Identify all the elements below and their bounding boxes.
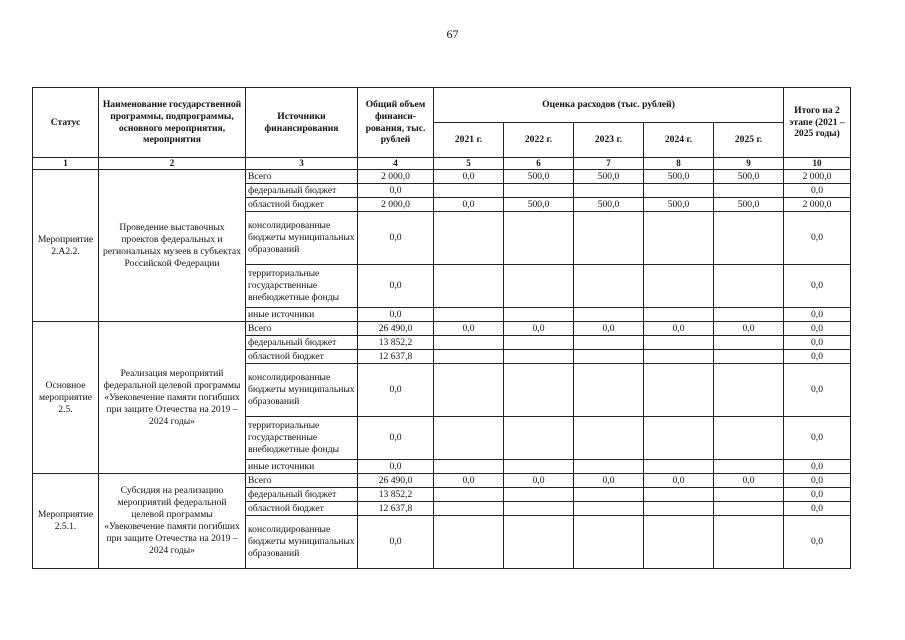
stage-total-cell: 0,0 [784, 364, 851, 417]
year-value-cell [714, 265, 784, 308]
stage-total-cell: 0,0 [784, 350, 851, 364]
year-value-cell: 0,0 [644, 474, 714, 488]
stage-total-cell: 0,0 [784, 308, 851, 322]
year-value-cell: 0,0 [504, 474, 574, 488]
year-value-cell: 500,0 [644, 170, 714, 184]
year-value-cell: 0,0 [434, 170, 504, 184]
page-number: 67 [446, 27, 459, 41]
year-value-cell: 500,0 [574, 170, 644, 184]
year-value-cell [644, 516, 714, 569]
funding-source-cell: консолидированные бюджеты муниципальных образований [246, 364, 358, 417]
stage-total-cell: 2 000,0 [784, 170, 851, 184]
year-value-cell [574, 265, 644, 308]
year-value-cell [504, 212, 574, 265]
year-value-cell [574, 460, 644, 474]
stage-total-cell: 0,0 [784, 502, 851, 516]
budget-table [32, 87, 851, 569]
year-value-cell [504, 488, 574, 502]
total-funding-cell: 0,0 [358, 265, 434, 308]
year-value-cell: 500,0 [644, 198, 714, 212]
header-estimate: Оценка расходов (тыс. рублей) [434, 88, 784, 123]
stage-total-cell: 0,0 [784, 474, 851, 488]
header-total: Общий объем финанси-рования, тыс. рублей [358, 88, 434, 158]
funding-source-cell: областной бюджет [246, 502, 358, 516]
year-value-cell [714, 350, 784, 364]
year-value-cell: 500,0 [714, 198, 784, 212]
year-value-cell [644, 336, 714, 350]
year-value-cell [714, 184, 784, 198]
table-row [33, 474, 851, 488]
column-number: 5 [434, 158, 504, 170]
funding-source-cell: консолидированные бюджеты муниципальных образований [246, 516, 358, 569]
funding-source-cell: территориальные государственные внебюджетные фонды [246, 417, 358, 460]
year-value-cell [574, 364, 644, 417]
year-value-cell: 0,0 [434, 322, 504, 336]
funding-source-cell: иные источники [246, 308, 358, 322]
funding-source-cell: иные источники [246, 460, 358, 474]
funding-source-cell: федеральный бюджет [246, 336, 358, 350]
funding-source-cell: территориальные государственные внебюджетные фонды [246, 265, 358, 308]
year-value-cell [504, 516, 574, 569]
year-value-cell [434, 364, 504, 417]
year-value-cell [434, 308, 504, 322]
year-value-cell [714, 488, 784, 502]
year-value-cell [714, 417, 784, 460]
year-value-cell: 0,0 [644, 322, 714, 336]
year-value-cell: 0,0 [504, 322, 574, 336]
year-value-cell [714, 336, 784, 350]
total-funding-cell: 0,0 [358, 212, 434, 265]
year-value-cell [714, 308, 784, 322]
header-stage-total: Итого на 2 этапе (2021 – 2025 годы) [784, 88, 851, 158]
year-value-cell [644, 212, 714, 265]
year-value-cell [574, 350, 644, 364]
stage-total-cell: 0,0 [784, 184, 851, 198]
stage-total-cell: 0,0 [784, 265, 851, 308]
column-number: 1 [33, 158, 99, 170]
header-year: 2024 г. [644, 123, 714, 158]
year-value-cell [434, 336, 504, 350]
funding-source-cell: Всего [246, 170, 358, 184]
column-number: 10 [784, 158, 851, 170]
year-value-cell: 0,0 [714, 474, 784, 488]
year-value-cell: 0,0 [434, 198, 504, 212]
year-value-cell [714, 502, 784, 516]
total-funding-cell: 12 637,8 [358, 502, 434, 516]
year-value-cell [504, 184, 574, 198]
table-body [33, 170, 851, 569]
total-funding-cell: 2 000,0 [358, 198, 434, 212]
year-value-cell: 500,0 [714, 170, 784, 184]
year-value-cell: 500,0 [574, 198, 644, 212]
year-value-cell [434, 460, 504, 474]
year-value-cell [714, 364, 784, 417]
year-value-cell [644, 488, 714, 502]
year-value-cell [714, 460, 784, 474]
year-value-cell [504, 308, 574, 322]
year-value-cell [644, 350, 714, 364]
total-funding-cell: 13 852,2 [358, 488, 434, 502]
column-number: 9 [714, 158, 784, 170]
header-year: 2023 г. [574, 123, 644, 158]
year-value-cell [714, 212, 784, 265]
year-value-cell: 0,0 [714, 322, 784, 336]
column-number: 2 [99, 158, 246, 170]
year-value-cell: 500,0 [504, 170, 574, 184]
year-value-cell: 0,0 [434, 474, 504, 488]
table-row [33, 322, 851, 336]
year-value-cell [644, 308, 714, 322]
total-funding-cell: 26 490,0 [358, 322, 434, 336]
stage-total-cell: 0,0 [784, 322, 851, 336]
status-cell: Основное мероприятие 2.5. [33, 322, 99, 474]
status-cell: Мероприятие 2.А2.2. [33, 170, 99, 322]
stage-total-cell: 0,0 [784, 417, 851, 460]
total-funding-cell: 0,0 [358, 364, 434, 417]
year-value-cell [504, 350, 574, 364]
year-value-cell [574, 502, 644, 516]
year-value-cell [434, 212, 504, 265]
total-funding-cell: 0,0 [358, 460, 434, 474]
header-year: 2021 г. [434, 123, 504, 158]
year-value-cell [644, 265, 714, 308]
year-value-cell [574, 336, 644, 350]
year-value-cell: 0,0 [574, 322, 644, 336]
year-value-cell [434, 184, 504, 198]
column-numbers-row [33, 158, 851, 170]
total-funding-cell: 0,0 [358, 417, 434, 460]
year-value-cell [434, 502, 504, 516]
total-funding-cell: 0,0 [358, 308, 434, 322]
total-funding-cell: 12 637,8 [358, 350, 434, 364]
header-year: 2025 г. [714, 123, 784, 158]
year-value-cell [574, 212, 644, 265]
status-cell: Мероприятие 2.5.1. [33, 474, 99, 569]
year-value-cell [644, 364, 714, 417]
stage-total-cell: 0,0 [784, 460, 851, 474]
measure-name-cell: Субсидия на реализацию мероприятий федеральной целевой программы «Увековечение памяти погибших при защите Отечества на 2019 – 2024 годы» [99, 474, 246, 569]
year-value-cell: 0,0 [574, 474, 644, 488]
header-name: Наименование государственной программы, подпрограммы, основного мероприятия, мероприятия [99, 88, 246, 158]
year-value-cell [644, 460, 714, 474]
year-value-cell [434, 488, 504, 502]
funding-source-cell: консолидированные бюджеты муниципальных образований [246, 212, 358, 265]
total-funding-cell: 0,0 [358, 184, 434, 198]
year-value-cell [574, 417, 644, 460]
measure-name-cell: Проведение выставочных проектов федеральных и региональных музеев в субъектах Российской Федерации [99, 170, 246, 322]
stage-total-cell: 0,0 [784, 516, 851, 569]
year-value-cell [574, 184, 644, 198]
column-number: 8 [644, 158, 714, 170]
total-funding-cell: 13 852,2 [358, 336, 434, 350]
year-value-cell [714, 516, 784, 569]
year-value-cell [504, 460, 574, 474]
year-value-cell [574, 516, 644, 569]
year-value-cell [434, 350, 504, 364]
funding-source-cell: Всего [246, 322, 358, 336]
year-value-cell [644, 417, 714, 460]
year-value-cell [434, 417, 504, 460]
year-value-cell [504, 265, 574, 308]
year-value-cell [644, 502, 714, 516]
measure-name-cell: Реализация мероприятий федеральной целевой программы «Увековечение памяти погибших при защите Отечества на 2019 – 2024 годы» [99, 322, 246, 474]
year-value-cell [434, 516, 504, 569]
total-funding-cell: 2 000,0 [358, 170, 434, 184]
funding-source-cell: областной бюджет [246, 198, 358, 212]
column-number: 3 [246, 158, 358, 170]
year-value-cell [574, 488, 644, 502]
year-value-cell [504, 502, 574, 516]
header-sources: Источники финансирования [246, 88, 358, 158]
column-number: 6 [504, 158, 574, 170]
year-value-cell [504, 336, 574, 350]
year-value-cell [574, 308, 644, 322]
funding-source-cell: федеральный бюджет [246, 184, 358, 198]
funding-source-cell: федеральный бюджет [246, 488, 358, 502]
year-value-cell [434, 265, 504, 308]
funding-source-cell: Всего [246, 474, 358, 488]
stage-total-cell: 0,0 [784, 212, 851, 265]
header-year: 2022 г. [504, 123, 574, 158]
stage-total-cell: 2 000,0 [784, 198, 851, 212]
year-value-cell: 500,0 [504, 198, 574, 212]
column-number: 7 [574, 158, 644, 170]
total-funding-cell: 26 490,0 [358, 474, 434, 488]
stage-total-cell: 0,0 [784, 488, 851, 502]
stage-total-cell: 0,0 [784, 336, 851, 350]
year-value-cell [504, 364, 574, 417]
column-number: 4 [358, 158, 434, 170]
table-row [33, 170, 851, 184]
year-value-cell [644, 184, 714, 198]
year-value-cell [504, 417, 574, 460]
funding-source-cell: областной бюджет [246, 350, 358, 364]
total-funding-cell: 0,0 [358, 516, 434, 569]
header-status: Статус [33, 88, 99, 158]
